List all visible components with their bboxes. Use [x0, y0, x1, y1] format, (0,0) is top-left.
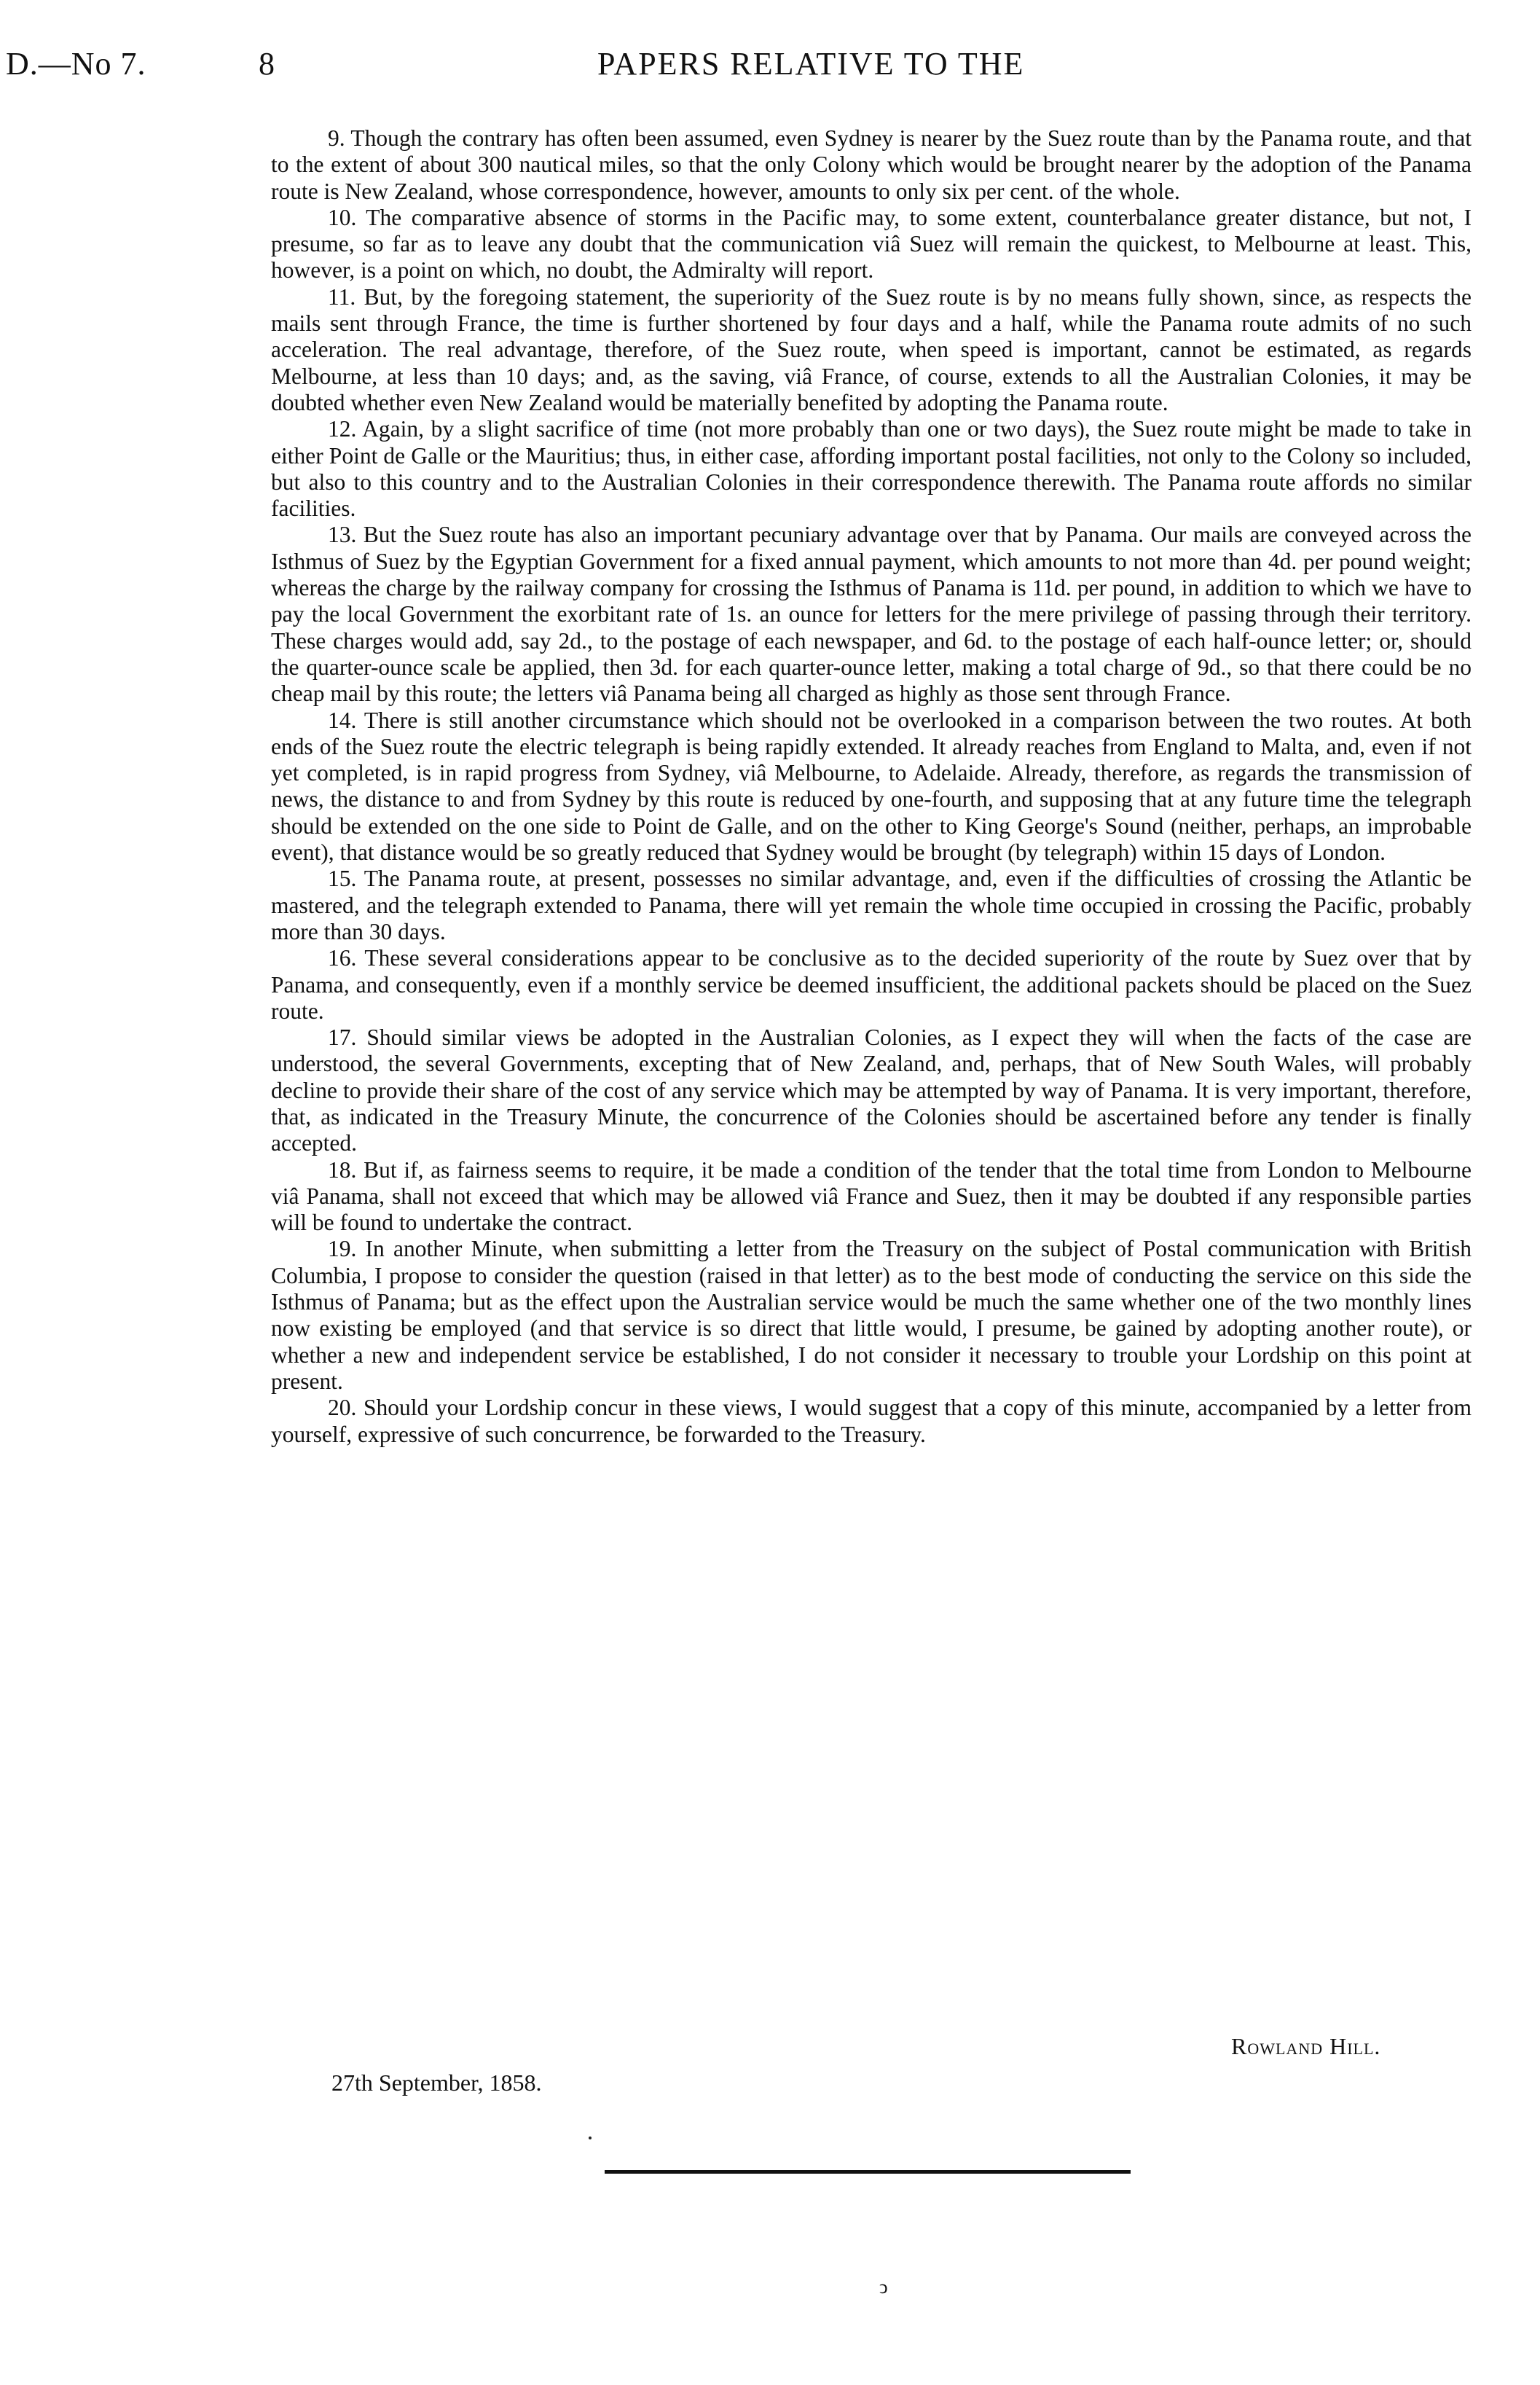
page-number: 8 [259, 46, 275, 82]
paragraph-10: 10. The comparative absence of storms in the Pacific may, to some extent, counterbalance greater distance, but not, I presume, so far as to leave any doubt that the communication viâ Suez will remain the quickest, to Melbourne at least. This, however, is a point on which, no doubt, the Admiralty will report. [271, 204, 1472, 283]
paragraph-17: 17. Should similar views be adopted in the Australian Colonies, as I expect they will when the facts of the case are understood, the several Governments, excepting that of New Zealand, and, perhaps, that of New South Wales, will probably decline to provide their share of the cost of any service which may be attempted by way of Panama. It is very important, therefore, that, as indicated in the Treasury Minute, the concurrence of the Colonies should be ascertained before any tender is finally accepted. [271, 1025, 1472, 1156]
paragraph-12: 12. Again, by a slight sacrifice of time (not more probably than one or two days), the Suez route might be made to take in either Point de Galle or the Mauritius; thus, in either case, affording important postal facilities, not only to the Colony so included, but also to this country and to the Australian Colonies in their correspondence therewith. The Panama route affords no similar facilities. [271, 416, 1472, 522]
page-header [0, 45, 1540, 89]
signature: Rowland Hill. [1231, 2033, 1381, 2059]
minute-body [271, 125, 1472, 1448]
closing-rule [605, 2170, 1131, 2174]
paragraph-19: 19. In another Minute, when submitting a letter from the Treasury on the subject of Postal communication with British Columbia, I propose to consider the question (raised in that letter) as to the best mode of conducting the service on this side the Isthmus of Panama; but as the effect upon the Australian service would be much the same whether one of the two monthly lines now existing be employed (and that service is so direct that little would, I presume, be gained by adopting another route), or whether a new and independent service be established, I do not consider it necessary to trouble your Lordship on this point at present. [271, 1236, 1472, 1394]
paragraph-9: 9. Though the contrary has often been assumed, even Sydney is nearer by the Suez route than by the Panama route, and that to the extent of about 300 nautical miles, so that the only Colony which would be brought nearer by the adoption of the Panama route is New Zealand, whose correspondence, however, amounts to only six per cent. of the whole. [271, 125, 1472, 204]
paragraph-13: 13. But the Suez route has also an important pecuniary advantage over that by Panama. Our mails are conveyed across the Isthmus of Suez by the Egyptian Government for a fixed annual payment, which amounts to not more than 4d. per pound weight; whereas the charge by the railway company for crossing the Isthmus of Panama is 11d. per pound, in addition to which we have to pay the local Government the exorbitant rate of 1s. an ounce for letters for the mere privilege of passing through their territory. These charges would add, say 2d., to the postage of each newspaper, and 6d. to the postage of each half-ounce letter; or, should the quarter-ounce scale be applied, then 3d. for each quarter-ounce letter, making a total charge of 9d., so that there could be no cheap mail by this route; the letters viâ Panama being all charged as highly as those sent through France. [271, 522, 1472, 707]
footer-mark: ↄ [879, 2276, 888, 2298]
paragraph-16: 16. These several considerations appear to be conclusive as to the decided superiority of the route by Suez over that by Panama, and consequently, even if a monthly service be deemed insufficient, the additional packets should be placed on the Suez route. [271, 945, 1472, 1024]
paragraph-14: 14. There is still another circumstance which should not be overlooked in a comparison between the two routes. At both ends of the Suez route the electric telegraph is being rapidly extended. It already reaches from England to Malta, and, even if not yet completed, is in rapid progress from Sydney, viâ Melbourne, to Adelaide. Already, therefore, as regards the transmission of news, the distance to and from Sydney by this route is reduced by one-fourth, and supposing that at any future time the telegraph should be extended on the one side to Point de Galle, and on the other to King George's Sound (neither, perhaps, an improbable event), that distance would be so greatly reduced that Sydney would be brought (by telegraph) within 15 days of London. [271, 707, 1472, 866]
document-reference: D.—No 7. [6, 46, 146, 82]
paragraph-15: 15. The Panama route, at present, possesses no similar advantage, and, even if the difficulties of crossing the Atlantic be mastered, and the telegraph extended to Panama, there will yet remain the whole time occupied in crossing the Pacific, probably more than 30 days. [271, 866, 1472, 944]
decorative-dot [589, 2137, 592, 2139]
running-title: PAPERS RELATIVE TO THE [597, 46, 1025, 82]
paragraph-18: 18. But if, as fairness seems to require, it be made a condition of the tender that the total time from London to Melbourne viâ Panama, shall not exceed that which may be allowed viâ France and Suez, then it may be doubted if any responsible parties will be found to undertake the contract. [271, 1156, 1472, 1236]
paragraph-20: 20. Should your Lordship concur in these views, I would suggest that a copy of this minute, accompanied by a letter from yourself, expressive of such concurrence, be forwarded to the Treasury. [271, 1395, 1472, 1447]
date-line: 27th September, 1858. [331, 2069, 542, 2096]
paragraph-11: 11. But, by the foregoing statement, the superiority of the Suez route is by no means fully shown, since, as respects the mails sent through France, the time is further shortened by four days and a half, while the Panama route admits of no such acceleration. The real advantage, therefore, of the Suez route, when speed is important, cannot be estimated, as regards Melbourne, at less than 10 days; and, as the saving, viâ France, of course, extends to all the Australian Colonies, it may be doubted whether even New Zealand would be materially benefited by adopting the Panama route. [271, 283, 1472, 415]
